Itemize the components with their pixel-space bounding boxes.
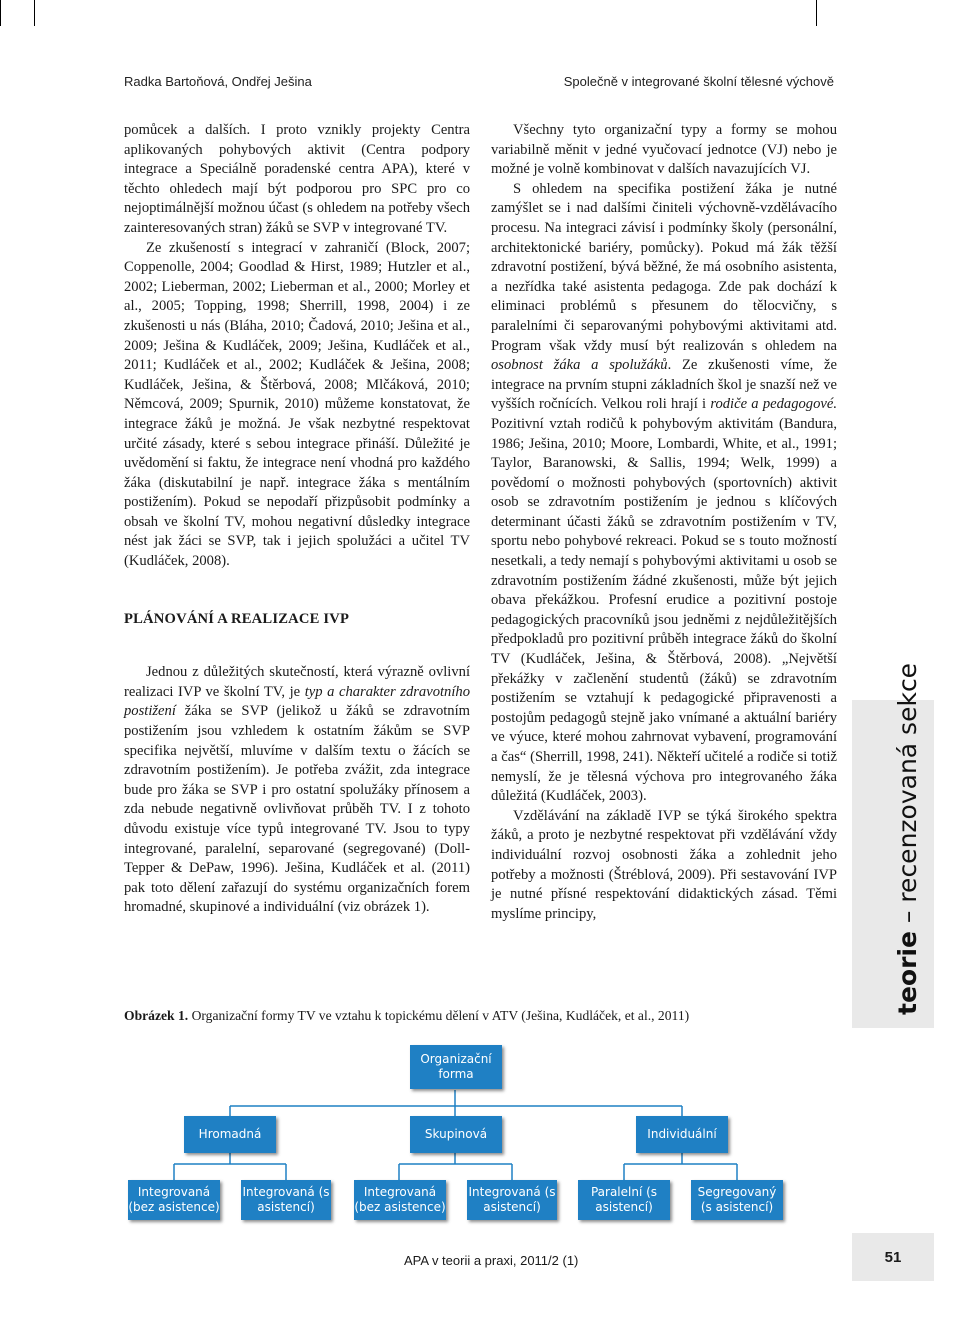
paragraph: Všechny tyto organizační typy a formy se mohou variabilně měnit v jedné vyučovací jednotce (VJ) nebo je možné je volně kombinovat v dalších navazujících VJ. <box>491 122 837 178</box>
org-level1-individualni: Individuální <box>636 1116 728 1153</box>
section-sidebar-label: teorie – recenzovaná sekce <box>893 662 922 1015</box>
left-column <box>124 121 470 918</box>
org-level1-skupinova: Skupinová <box>410 1116 502 1153</box>
paragraph: Vzdělávání na základě IVP se týká širokého spektra žáků, a proto je nezbytné respektovat při vzdělávání vždy individuální rozvoj osobnosti žáka a zohlednit jeho potřeby a možnosti (Štréblová, 2009). Při sestavování IVP je nutné přísné respektování didaktických zásad. Těmi myslíme principy, <box>491 807 837 922</box>
paragraph: Ze zkušeností s integrací v zahraničí (Block, 2007; Coppenolle, 2004; Goodlad & Hirst, 1989; Hutzler et al., 2002; Lieberman, 2002; Lieberman et al., 2000; Morley et al., 2005; Topping, 1998; Sherrill, 1998, 2004) i ze zkušenosti u nás (Bláha, 2010; Čadová, 2010; Ješina et al., 2009; Ješina & Kudláček, 2009; Ješina, Kudláček et al., 2011; Kudláček et al., 2002; Kudláček & Ješina, 2008; Kudláček, Ješina, & Štěrbová, 2008; Mlčáková, 2010; Němcová, 2009; Spurnik, 2010) můžeme konstatovat, že integrace žáků je možná. Je však nezbytné respektovat určité zásady, které s sebou integrace přináší. Důležité je uvědomění si faktu, že integrace není vhodná pro každého žáka (diskutabilní je např. integrace žáka s mentálním postižením). Pokud se nepodaří přizpůsobit podmínky a obsah ve školní TV, mohou negativní důsledky integrace nést jak žáci se SVP, tak i jejich spolužáci a učitel TV (Kudláček, 2008). <box>124 239 470 570</box>
org-level2-box: Segregovaný (s asistencí) <box>691 1180 783 1220</box>
right-column <box>491 121 837 924</box>
org-level2-box: Integrovaná (s asistencí) <box>241 1180 331 1220</box>
paragraph: Jednou z důležitých skutečností, která výrazně ovlivní realizaci IVP ve školní TV, je typ a charakter zdravotního postižení žáka se SVP (jelikož u žáků se zdravotním postižením jsou vzhledem k ostatním žákům se SVP specifika největší, mluvíme v dalším textu o žácích se zdravotním postižením). Je potřeba zvážit, zda integrace bude pro žáka se SVP i pro ostatní spolužáky přínosem a zda nebude negativně ovlivňovat průběh TV. I z tohoto důvodu existuje více typů integrované TV. Jsou to typy integrované, paralelní, separované (segregované) (Doll-Tepper & DePaw, 1996). Ješina, Kudláček et al. (2011) pak toto dělení zařazují do systému organizačních forem hromadné, skupinové a individuální (viz obrázek 1). <box>124 664 470 916</box>
org-level2-box: Integrovaná (bez asistence) <box>128 1180 220 1220</box>
org-level2-box: Integrovaná (s asistencí) <box>467 1180 557 1220</box>
crop-mark <box>34 0 35 26</box>
org-root-box: Organizační forma <box>410 1045 502 1089</box>
paragraph: S ohledem na specifika postižení žáka je nutné zamýšlet se i nad dalšími činiteli výchovně-vzdělávacího procesu. Na integraci závisí i podmínky školy (personální, architektonické bariéry, pomůcky). Pokud má žák těžší zdravotní postižení, bývá běžné, že má osobního asistenta, a nezřídka také asistenta pedagoga. Zde pak dochází k eliminaci problémů s přesunem do tělocvičny, s paralelními či separovanými pohybovými aktivitami atd. Program však vždy musí být realizován s ohledem na osobnost žáka a spolužáků. Ze zkušenosti víme, že integrace na prvním stupni základních škol je snazší než ve vyšších ročnících. Velkou roli hrají i rodiče a pedagogové. Pozitivní vztah rodičů k pohybovým aktivitám (Bandura, 1986; Ješina, 2010; Moore, Lombardi, White, et al., 1991; Taylor, Baranowski, & Sallis, 1994; Welk, 1999) a povědomí o možnosti pohybových (sportovních) aktivit osob se zdravotním postižením je jednou s klíčových determinant účasti žáků se zdravotním postižením v TV, sportu nebo pohybové rekreaci. Pokud se s touto možností nesetkali, a tedy nemají s pohybovými aktivitami u osob se zdravotním postižením žádné zkušenosti, může být jejich obava překážkou. Profesní erudice a pozitivní postoje pedagogických pracovníků jsou jedněmi z nejdůležitějších předpokladů pro pozitivní průběh integrace žáků do školní TV (Kudláček, Ješina, & Štěrbová, 2008). „Největší překážky v začlenění studentů (žáků) se zdravotním postižením se vztahují k pedagogické připravenosti a postojům pedagogů stejně jako vnímané a aktuální bariéry ve výuce, které mohou zahrnovat vybavení, programování a čas“ (Sherrill, 1998, 241). Někteří učitelé a rodiče si totiž nemyslí, že je tělesná výchova pro integrovaného žáka důležitá (Kudláček, 2003). <box>491 180 838 805</box>
org-level2-box: Integrovaná (bez asistence) <box>354 1180 446 1220</box>
crop-mark <box>816 0 817 26</box>
crop-mark <box>0 0 1 26</box>
running-header-title: Společně v integrované školní tělesné výchově <box>563 74 834 89</box>
section-heading: PLÁNOVÁNÍ A REALIZACE IVP <box>124 610 350 627</box>
journal-footer: APA v teorii a praxi, 2011/2 (1) <box>404 1253 579 1268</box>
page-number: 51 <box>852 1233 934 1281</box>
running-header-authors: Radka Bartoňová, Ondřej Ješina <box>124 74 312 89</box>
figure-caption: Obrázek 1. Organizační formy TV ve vztahu k topickému dělení v ATV (Ješina, Kudláček, et al., 2011) <box>124 1008 690 1023</box>
org-level2-box: Paralelní (s asistencí) <box>578 1180 670 1220</box>
paragraph: pomůcek a dalších. I proto vznikly projekty Centra aplikovaných pohybových aktivit (Centra podpory integrace a Speciálně poradenské centra APA), které v těchto ohledech mají být podporou pro SPC pro co nejoptimálnější možnou účast (s ohledem na potřeby všech zainteresovaných stran) žáků se SVP v integrované TV. <box>124 122 470 236</box>
org-level1-hromadna: Hromadná <box>184 1116 276 1153</box>
